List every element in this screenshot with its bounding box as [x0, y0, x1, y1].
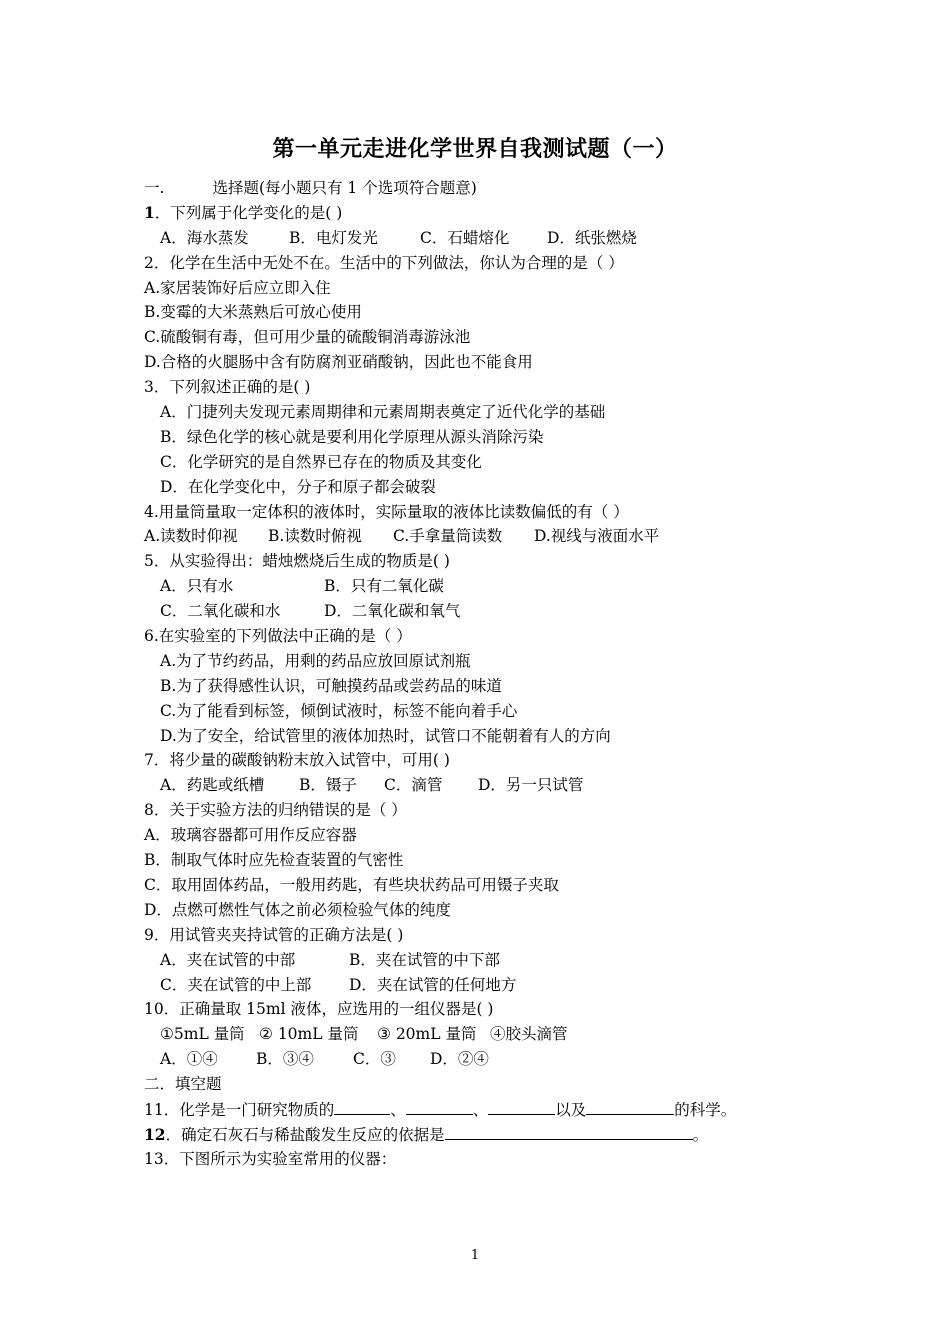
question-suffix: 。 [692, 1125, 709, 1144]
section-heading-choice [144, 176, 834, 201]
option-b: B．绿色化学的核心就是要利用化学原理从源头消除污染 [160, 427, 544, 446]
option-b: B.读数时俯视 [268, 527, 362, 546]
question-text: ．确定石灰石与稀盐酸发生反应的依据是 [165, 1125, 445, 1144]
option-c: C．化学研究的是自然界已存在的物质及其变化 [160, 452, 482, 471]
question-9-options-row2 [144, 973, 834, 998]
question-2: 2．化学在生活中无处不在。生活中的下列做法，你认为合理的是（ ） [144, 253, 624, 272]
option-a: A．门捷列夫发现元素周期律和元素周期表奠定了近代化学的基础 [160, 403, 606, 422]
question-5-options-row2 [144, 599, 834, 624]
answer-blank-1[interactable] [334, 1097, 390, 1115]
option-d: D．点燃可燃性气体之前必须检验气体的纯度 [144, 900, 451, 919]
option-c: C．③ [353, 1050, 396, 1069]
question-1-options [144, 226, 834, 251]
question-number: 1 [144, 202, 155, 222]
question-10: 10．正确量取 15ml 液体，应选用的一组仪器是( ) [144, 1000, 494, 1019]
option-a: A.为了节约药品，用剩的药品应放回原试剂瓶 [160, 651, 471, 670]
question-4: 4.用量筒量取一定体积的液体时，实际量取的液体比读数偏低的有（ ） [144, 502, 629, 521]
option-c: C．夹在试管的中上部 [160, 975, 312, 994]
option-c: C.为了能看到标签，倾倒试液时，标签不能向着手心 [160, 701, 518, 720]
option-a: A．玻璃容器都可用作反应容器 [144, 826, 357, 845]
option-c: C．石蜡熔化 [420, 228, 510, 247]
connector-text: 以及 [555, 1100, 587, 1119]
option-a: A.家居装饰好后应立即入住 [144, 278, 331, 297]
option-b: B．只有二氧化碳 [324, 577, 444, 596]
option-a: A．①④ [160, 1050, 218, 1069]
answer-blank[interactable] [445, 1122, 693, 1140]
option-d: D．纸张燃烧 [547, 228, 637, 247]
option-a: A．只有水 [160, 577, 234, 596]
question-text: ．下列属于化学变化的是( ) [154, 203, 343, 222]
question-6: 6.在实验室的下列做法中正确的是（ ） [144, 627, 412, 646]
question-1 [144, 201, 834, 226]
option-a: A．药匙或纸槽 [160, 776, 265, 795]
option-c: C．取用固体药品，一般用药匙，有些块状药品可用镊子夹取 [144, 875, 559, 894]
option-a: A.读数时仰视 [144, 527, 238, 546]
section-label: 选择题(每小题只有 1 个选项符合题意) [212, 179, 477, 197]
page-number: 1 [470, 1248, 480, 1263]
option-b: B.变霉的大米蒸熟后可放心使用 [144, 303, 362, 322]
option-c: C.硫酸铜有毒，但可用少量的硫酸铜消毒游泳池 [144, 328, 471, 347]
item-3: ③ 20mL 量筒 [377, 1025, 477, 1044]
question-number: 12 [144, 1124, 166, 1144]
question-5-options-row1 [144, 574, 834, 599]
option-b: B．制取气体时应先检查装置的气密性 [144, 851, 404, 870]
option-d: D．夹在试管的任何地方 [349, 975, 517, 994]
option-c: C．二氧化碳和水 [160, 602, 281, 621]
question-9-options-row1 [144, 948, 834, 973]
question-8: 8．关于实验方法的归纳错误的是（ ） [144, 801, 407, 820]
option-a: A．夹在试管的中部 [160, 950, 296, 969]
option-d: D.为了安全，给试管里的液体加热时，试管口不能朝着有人的方向 [160, 726, 611, 745]
question-10-items [144, 1022, 834, 1047]
page-title: 第一单元走进化学世界自我测试题（一） [272, 136, 678, 162]
question-12 [144, 1122, 834, 1147]
item-4: ④胶头滴管 [490, 1025, 568, 1044]
question-13: 13．下图所示为实验室常用的仪器： [144, 1149, 397, 1168]
question-3: 3．下列叙述正确的是( ) [144, 378, 311, 397]
option-d: D．另一只试管 [478, 776, 584, 795]
answer-blank-3[interactable] [488, 1097, 555, 1115]
question-suffix: 的科学。 [674, 1100, 737, 1119]
separator: 、 [390, 1100, 406, 1119]
question-7-options [144, 773, 834, 798]
answer-blank-4[interactable] [586, 1097, 674, 1115]
option-b: B．镊子 [299, 776, 357, 795]
option-d: D.视线与液面水平 [534, 527, 660, 546]
section-heading-fill: 二．填空题 [144, 1075, 222, 1094]
item-2: ② 10mL 量筒 [259, 1025, 359, 1044]
option-b: B.为了获得感性认识，可触摸药品或尝药品的味道 [160, 676, 502, 695]
option-c: C．滴管 [384, 776, 443, 795]
question-5: 5．从实验得出：蜡烛燃烧后生成的物质是( ) [144, 552, 450, 571]
separator: 、 [472, 1100, 489, 1119]
answer-blank-2[interactable] [406, 1097, 473, 1115]
option-d: D．②④ [430, 1050, 489, 1069]
question-7: 7．将少量的碳酸钠粉末放入试管中，可用( ) [144, 751, 450, 770]
option-d: D．二氧化碳和氧气 [324, 602, 461, 621]
option-d: D.合格的火腿肠中含有防腐剂亚硝酸钠，因此也不能食用 [144, 353, 533, 372]
option-b: B．夹在试管的中下部 [349, 950, 500, 969]
question-4-options [144, 524, 834, 549]
question-10-options [144, 1047, 834, 1072]
option-c: C.手拿量筒读数 [393, 527, 503, 546]
document-body [144, 176, 834, 1172]
item-1: ①5mL 量筒 [160, 1025, 245, 1044]
option-b: B．③④ [256, 1050, 314, 1069]
question-11 [144, 1097, 834, 1122]
option-d: D．在化学变化中，分子和原子都会破裂 [160, 477, 436, 496]
option-b: B．电灯发光 [289, 228, 378, 247]
question-9: 9．用试管夹夹持试管的正确方法是( ) [144, 925, 404, 944]
section-number: 一. [144, 179, 165, 197]
option-a: A．海水蒸发 [160, 228, 249, 247]
question-text: 11．化学是一门研究物质的 [144, 1100, 335, 1119]
